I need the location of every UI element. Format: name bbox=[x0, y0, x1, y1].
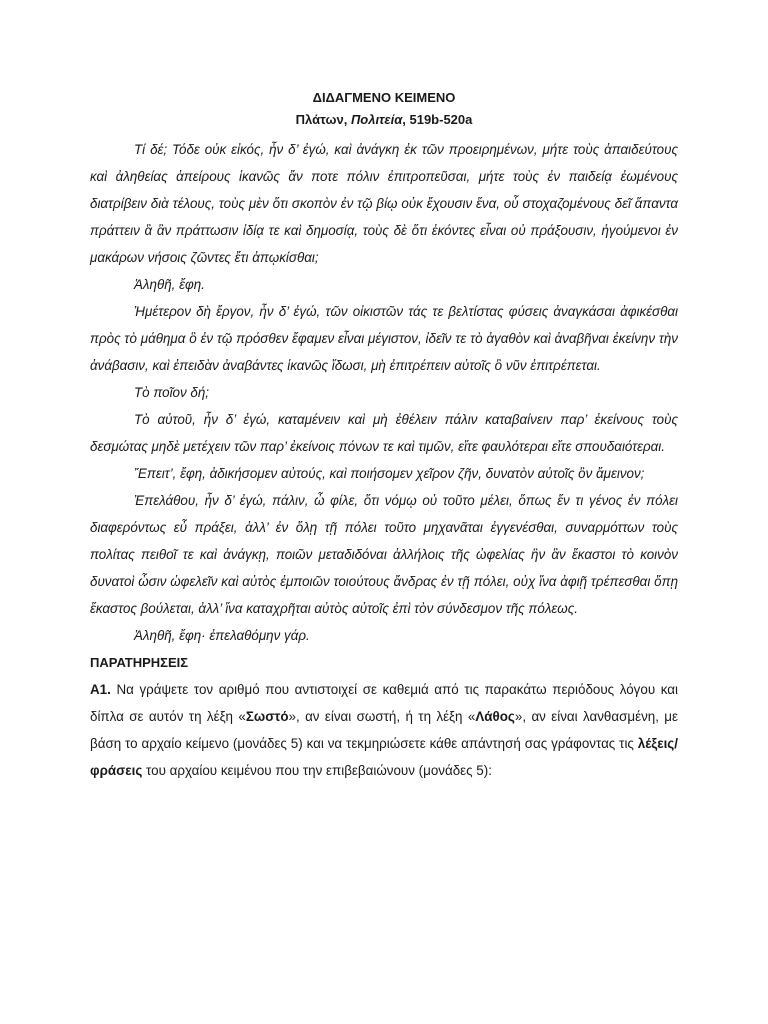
source-work: Πολιτεία bbox=[350, 112, 403, 127]
greek-paragraph-4: Τὸ ποῖον δή; bbox=[134, 385, 210, 400]
question-text-part-2: », αν είναι σωστή, ή τη λέξη « bbox=[288, 709, 476, 724]
keyword-wrong: Λάθος bbox=[475, 709, 515, 724]
document-title: ΔΙΔΑΓΜΕΝΟ ΚΕΙΜΕΝΟ bbox=[312, 90, 456, 105]
source-range: , 519b-520a bbox=[402, 112, 473, 127]
greek-paragraph-5: Τὸ αὐτοῦ, ἦν δ’ ἐγώ, καταμένειν καὶ μὴ ἐθέλειν πάλιν καταβαίνειν παρ’ ἐκείνους τοὺς δεσμώτας μηδὲ μετέχειν τῶν παρ’ ἐκείνοις πόνων τε καὶ τιμῶν, εἴτε φαυλότεραι εἴτε σπουδαιότεραι. bbox=[90, 412, 678, 454]
source-author: Πλάτων, bbox=[295, 112, 351, 127]
keyword-words-phrases: λέξεις/φράσεις bbox=[90, 736, 678, 778]
greek-paragraph-8: Ἀληθῆ, ἔφη· ἐπελαθόμην γάρ. bbox=[134, 628, 310, 643]
greek-paragraph-3: Ἡμέτερον δὴ ἔργον, ἦν δ’ ἐγώ, τῶν οἰκιστῶν τάς τε βελτίστας φύσεις ἀναγκάσαι ἀφικέσθαι πρὸς τὸ μάθημα ὃ ἐν τῷ πρόσθεν ἔφαμεν εἶναι μέγιστον, ἰδεῖν τε τὸ ἀγαθὸν καὶ ἀναβῆναι ἐκείνην τὴν ἀνάβασιν, καὶ ἐπειδὰν ἀναβάντες ἱκανῶς ἴδωσι, μὴ ἐπιτρέπειν αὐτοῖς ὃ νῦν ἐπιτρέπεται. bbox=[90, 304, 678, 373]
greek-paragraph-2: Ἀληθῆ, ἔφη. bbox=[134, 277, 205, 292]
question-text-part-4: του αρχαίου κειμένου που την επιβεβαιώνουν (μονάδες 5): bbox=[142, 763, 492, 778]
greek-paragraph-7: Ἐπελάθου, ἦν δ’ ἐγώ, πάλιν, ὦ φίλε, ὅτι νόμῳ οὐ τοῦτο μέλει, ὅπως ἕν τι γένος ἐν πόλει διαφερόντως εὖ πράξει, ἀλλ’ ἐν ὅλῃ τῇ πόλει τοῦτο μηχανᾶται ἐγγενέσθαι, συναρμόττων τοὺς πολίτας πειθοῖ τε καὶ ἀνάγκῃ, ποιῶν μεταδιδόναι ἀλλήλοις τῆς ὠφελίας ἣν ἂν ἕκαστοι τὸ κοινὸν δυνατοὶ ὦσιν ὠφελεῖν καὶ αὐτὸς ἐμποιῶν τοιούτους ἄνδρας ἐν τῇ πόλει, οὐχ ἵνα ἀφιῇ τρέπεσθαι ὅπῃ ἕκαστος βούλεται, ἀλλ’ ἵνα καταχρῆται αὐτὸς αὐτοῖς ἐπὶ τὸν σύνδεσμον τῆς πόλεως. bbox=[90, 493, 678, 616]
greek-paragraph-6: Ἔπειτ’, ἔφη, ἀδικήσομεν αὐτούς, καὶ ποιήσομεν χεῖρον ζῆν, δυνατὸν αὐτοῖς ὂν ἄμεινον; bbox=[134, 466, 645, 481]
question-text-part-1: Να γράψετε τον αριθμό που αντιστοιχεί σε καθεμιά από τις παρακάτω περιόδους λόγου και δίπλα σε αυτόν τη λέξη « bbox=[90, 682, 678, 724]
source-citation bbox=[90, 110, 678, 130]
question-a1 bbox=[90, 676, 678, 784]
question-label: Α1. bbox=[90, 682, 111, 697]
remarks-heading: ΠΑΡΑΤΗΡΗΣΕΙΣ bbox=[90, 655, 189, 670]
document-content bbox=[90, 88, 678, 784]
greek-paragraph-1: Τί δέ; Τόδε οὐκ εἰκός, ἦν δ’ ἐγώ, καὶ ἀνάγκη ἐκ τῶν προειρημένων, μήτε τοὺς ἀπαιδεύτους καὶ ἀληθείας ἀπείρους ἱκανῶς ἄν ποτε πόλιν ἐπιτροπεῦσαι, μήτε τοὺς ἐν παιδείᾳ ἐωμένους διατρίβειν διὰ τέλους, τοὺς μὲν ὅτι σκοπὸν ἐν τῷ βίῳ οὐκ ἔχουσιν ἕνα, οὗ στοχαζομένους δεῖ ἅπαντα πράττειν ἃ ἂν πράττωσιν ἰδίᾳ τε καὶ δημοσίᾳ, τοὺς δὲ ὅτι ἑκόντες εἶναι οὐ πράξουσιν, ἡγούμενοι ἐν μακάρων νήσοις ζῶντες ἔτι ἀπῳκίσθαι; bbox=[90, 142, 678, 265]
question-text-part-3: », αν είναι λανθασμένη, με βάση το αρχαίο κείμενο (μονάδες 5) και να τεκμηριώσετε κάθε απάντησή σας γράφοντας τις bbox=[90, 709, 678, 751]
keyword-correct: Σωστό bbox=[245, 709, 289, 724]
